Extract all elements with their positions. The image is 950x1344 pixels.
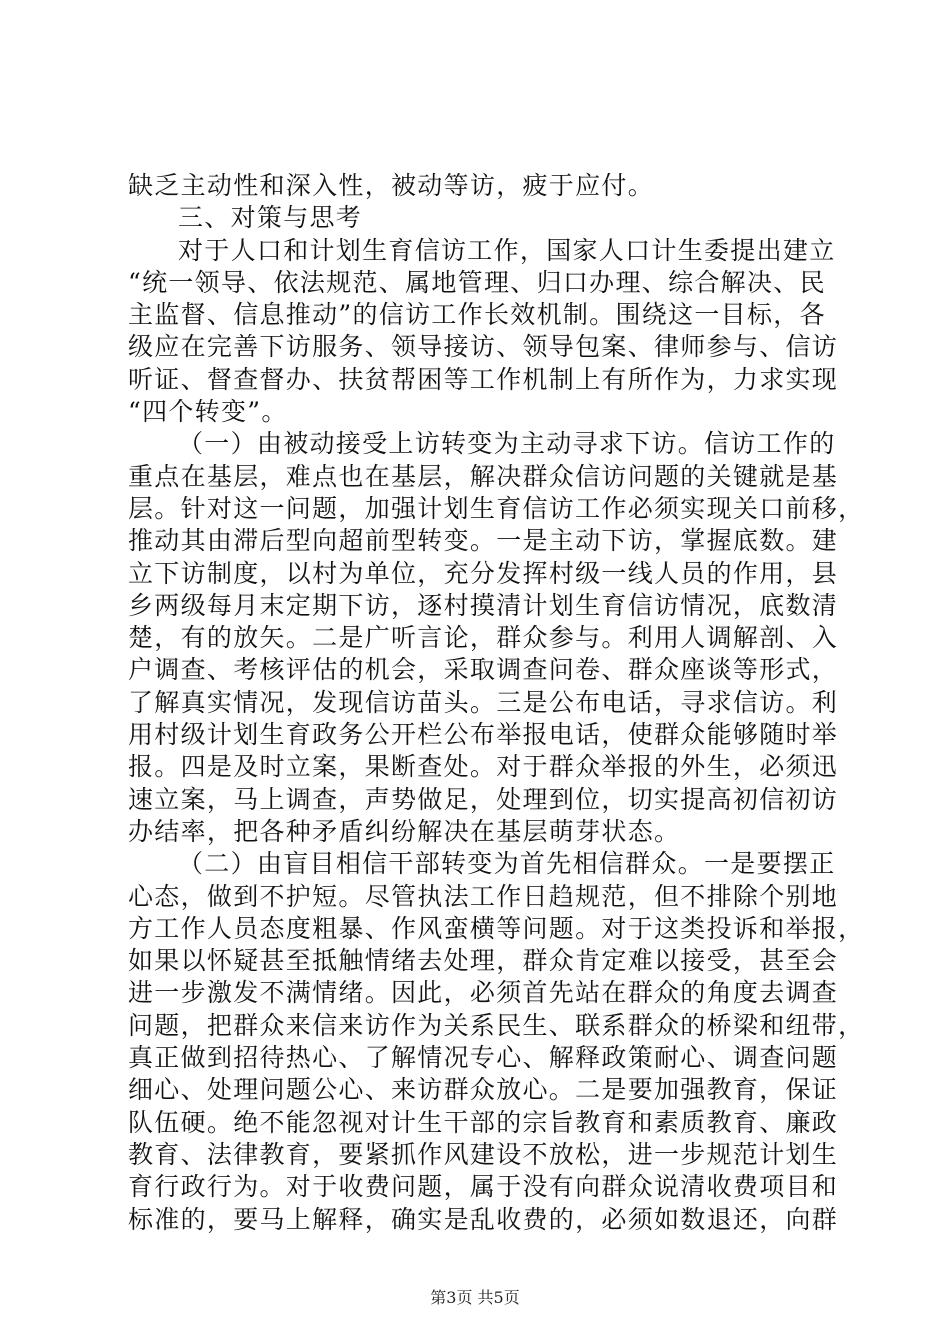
text-line: 真正做到招待热心、了解情况专心、解释政策耐心、调查问题 — [128, 1043, 839, 1073]
text-line: 教育、法律教育，要紧抓作风建设不放松，进一步规范计划生 — [128, 1139, 839, 1169]
text-line: 楚，有的放矢。二是广听言论，群众参与。利用人调解剖、入 — [128, 623, 839, 653]
text-line: 速立案，马上调查，声势做足，处理到位，切实提高初信初访 — [128, 784, 839, 814]
text-line: 用村级计划生育政务公开栏公布举报电话，使群众能够随时举 — [128, 720, 839, 750]
text-line: 细心、处理问题公心、来访群众放心。二是要加强教育，保证 — [128, 1075, 839, 1105]
text-line: “统一领导、依法规范、属地管理、归口办理、综合解决、民 — [128, 267, 826, 297]
text-line: 了解真实情况，发现信访苗头。三是公布电话，寻求信访。利 — [128, 687, 839, 717]
text-line: “四个转变”。 — [128, 397, 288, 427]
subsection-heading: （一）由被动接受上访转变为主动寻求下访。信访工作的 — [178, 429, 836, 459]
body-text — [128, 170, 865, 1236]
text-line: 方工作人员态度粗暴、作风蛮横等问题。对于这类投诉和举报， — [128, 913, 865, 943]
text-line: 问题，把群众来信来访作为关系民生、联系群众的桥梁和纽带， — [128, 1010, 865, 1040]
text-line: 乡两级每月末定期下访，逐村摸清计划生育信访情况，底数清 — [128, 590, 839, 620]
section-heading: 三、对策与思考 — [178, 203, 363, 233]
text-line: 队伍硬。绝不能忽视对计生干部的宗旨教育和素质教育、廉政 — [128, 1107, 839, 1137]
text-line: 标准的，要马上解释，确实是乱收费的，必须如数退还，向群 — [128, 1204, 839, 1234]
text-line: 如果以怀疑甚至抵触情绪去处理，群众肯定难以接受，甚至会 — [128, 946, 839, 976]
text-line: 重点在基层，难点也在基层，解决群众信访问题的关键就是基 — [128, 461, 839, 491]
page-number-footer: 第3页 共5页 — [430, 1288, 520, 1307]
text-line: 听证、督查督办、扶贫帮困等工作机制上有所作为，力求实现 — [128, 364, 839, 394]
text-line: 心态，做到不护短。尽管执法工作日趋规范，但不排除个别地 — [128, 881, 839, 911]
text-line: 主监督、信息推动”的信访工作长效机制。围绕这一目标，各 — [128, 300, 826, 330]
text-line: 级应在完善下访服务、领导接访、领导包案、律师参与、信访 — [128, 332, 839, 362]
text-line: 报。四是及时立案，果断查处。对于群众举报的外生，必须迅 — [128, 752, 839, 782]
text-line: 推动其由滞后型向超前型转变。一是主动下访，掌握底数。建 — [128, 526, 839, 556]
text-line: 户调查、考核评估的机会，采取调查问卷、群众座谈等形式， — [128, 655, 839, 685]
text-line: 对于人口和计划生育信访工作，国家人口计生委提出建立 — [178, 235, 836, 265]
text-line: 育行政行为。对于收费问题，属于没有向群众说清收费项目和 — [128, 1172, 839, 1202]
text-line: 进一步激发不满情绪。因此，必须首先站在群众的角度去调查 — [128, 978, 839, 1008]
text-line: 办结率，把各种矛盾纠纷解决在基层萌芽状态。 — [128, 816, 681, 846]
text-line: 层。针对这一问题，加强计划生育信访工作必须实现关口前移， — [128, 493, 865, 523]
text-line: 缺乏主动性和深入性，被动等访，疲于应付。 — [128, 171, 655, 200]
text-line: 立下访制度，以村为单位，充分发挥村级一线人员的作用，县 — [128, 558, 839, 588]
subsection-heading: （二）由盲目相信干部转变为首先相信群众。一是要摆正 — [178, 849, 836, 879]
